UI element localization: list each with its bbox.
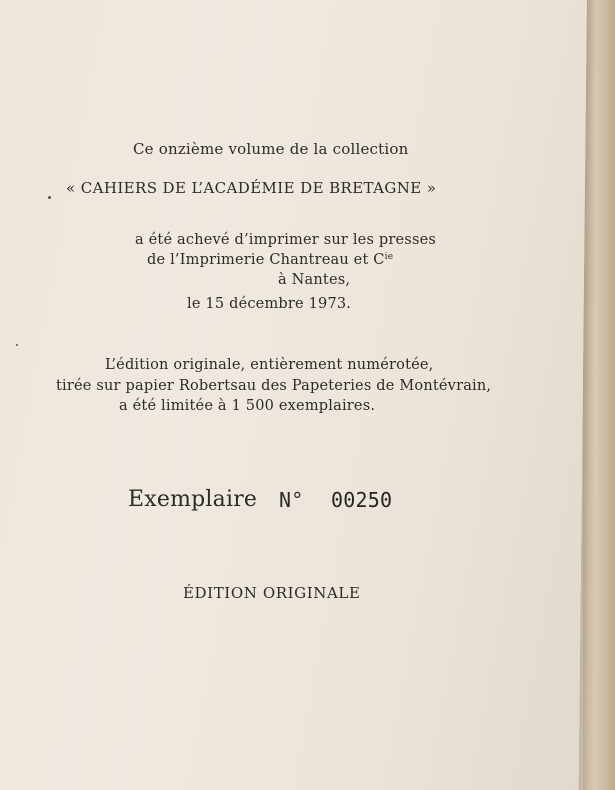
printing-line-2 [147,252,393,268]
completion-date: le 15 décembre 1973. [187,296,352,312]
collection-title: « CAHIERS DE L’ACADÉMIE DE BRETAGNE » [66,179,437,197]
page-speck [48,196,51,199]
page-edge [583,0,615,790]
colophon-intro: Ce onzième volume de la collection [133,140,409,158]
copy-number-label: N° [279,488,304,512]
edition-line-2: tirée sur papier Robertsau des Papeteries de Montévrain, [56,378,492,394]
copy-number: 00250 [331,488,393,512]
printing-line-3: à Nantes, [278,272,351,288]
printer-name: de l’Imprimerie Chantreau et C [147,252,385,268]
edition-label: ÉDITION ORIGINALE [183,584,361,602]
printer-suffix: ie [384,252,394,262]
edition-line-3: a été limitée à 1 500 exemplaires. [119,398,376,414]
printing-line-1: a été achevé d’imprimer sur les presses [135,232,437,248]
page-speck [16,344,18,346]
copy-label: Exemplaire [128,487,258,512]
edition-line-1: L’édition originale, entièrement numérotée, [105,357,434,373]
